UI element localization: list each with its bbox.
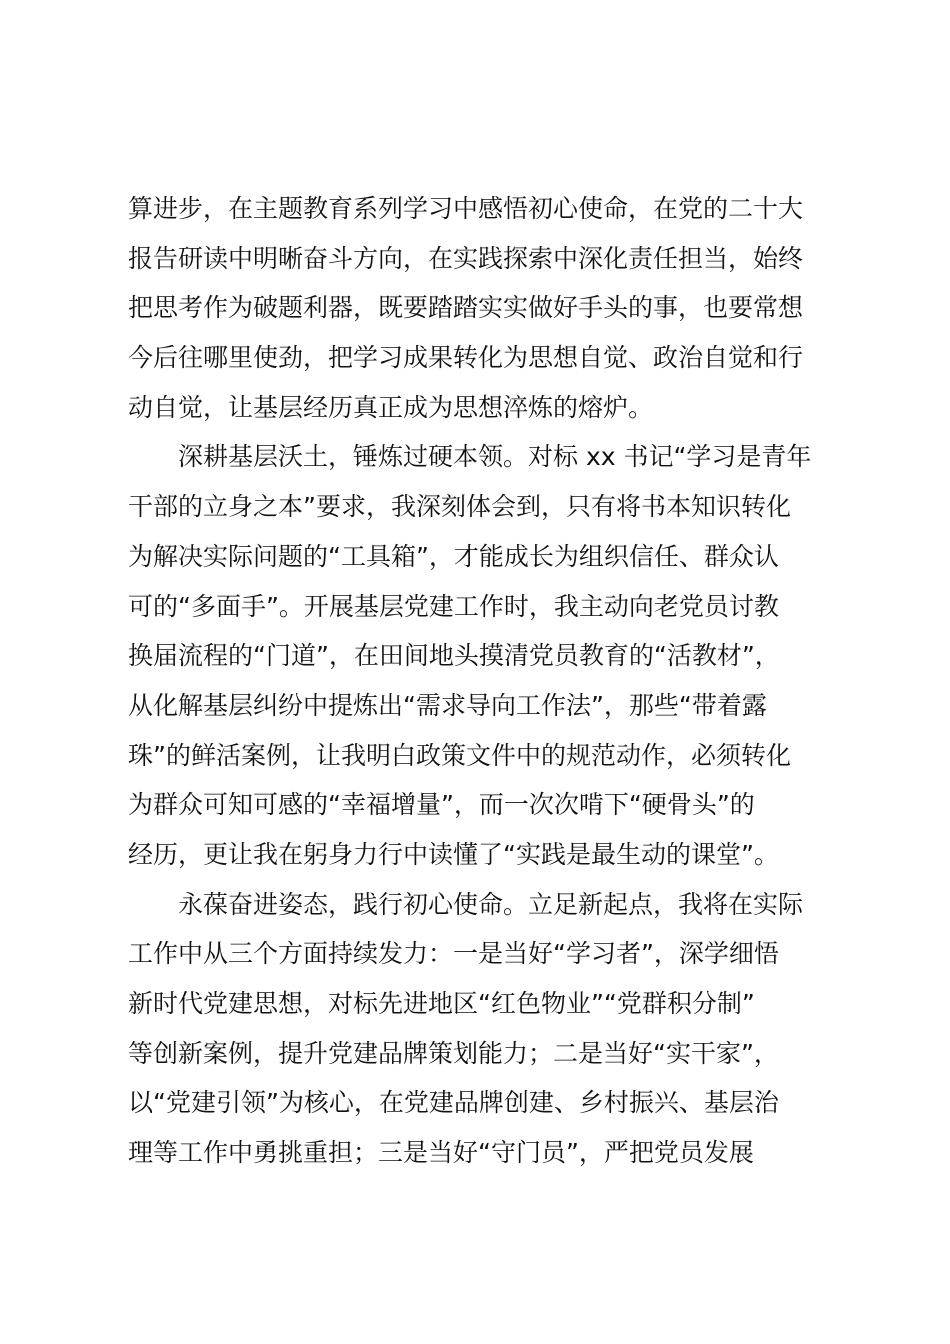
text-line: 把思考作为破题利器，既要踏踏实实做好手头的事，也要常想 [128, 293, 804, 323]
text-line: 永葆奋进姿态，践行初心使命。立足新起点，我将在实际 [178, 889, 804, 919]
text-line: 以“党建引领”为核心，在党建品牌创建、乡村振兴、基层治 [128, 1088, 779, 1118]
paragraph-3 [128, 880, 840, 1178]
text-line: 理等工作中勇挑重担；三是当好“守门员”，严把党员发展 [128, 1138, 754, 1168]
text-line: 从化解基层纠纷中提炼出“需求导向工作法”，那些“带着露 [128, 690, 767, 720]
text-line: 动自觉，让基层经历真正成为思想淬炼的熔炉。 [128, 392, 654, 422]
text-line: 报告研读中明晰奋斗方向，在实践探索中深化责任担当，始终 [128, 243, 804, 273]
text-line: 换届流程的“门道”，在田间地头摸清党员教育的“活教材”， [128, 641, 780, 671]
text-line: 为解决实际问题的“工具箱”，才能成长为组织信任、群众认 [128, 541, 779, 571]
text-line: 等创新案例，提升党建品牌策划能力；二是当好“实干家”， [128, 1038, 779, 1068]
text-line: 为群众可知可感的“幸福增量”，而一次次啃下“硬骨头”的 [128, 790, 755, 820]
text-line: 珠”的鲜活案例，让我明白政策文件中的规范动作，必须转化 [128, 740, 791, 770]
text-line: 经历，更让我在躬身力行中读懂了“实践是最生动的课堂”。 [128, 839, 779, 869]
text-line: 可的“多面手”。开展基层党建工作时，我主动向老党员讨教 [128, 591, 779, 621]
text-line: 新时代党建思想，对标先进地区“红色物业”“党群积分制” [128, 989, 755, 1018]
text-line: 深耕基层沃土，锤炼过硬本领。对标 xx 书记“学习是青年 [178, 442, 812, 472]
text-line: 干部的立身之本”要求，我深刻体会到，只有将书本知识转化 [128, 492, 791, 522]
paragraph-1 [128, 184, 840, 432]
text-line: 今后往哪里使劲，把学习成果转化为思想自觉、政治自觉和行 [128, 343, 804, 373]
text-line: 工作中从三个方面持续发力：一是当好“学习者”，深学细悟 [128, 939, 779, 969]
paragraph-2 [128, 432, 840, 879]
text-line: 算进步，在主题教育系列学习中感悟初心使命，在党的二十大 [128, 194, 804, 223]
body-text [128, 184, 840, 1178]
